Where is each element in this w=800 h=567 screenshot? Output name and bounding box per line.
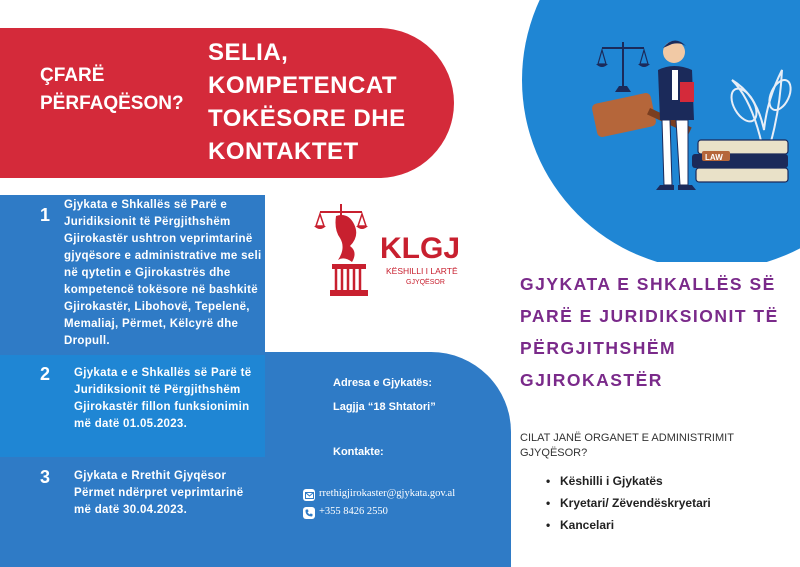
book-label: LAW bbox=[705, 153, 723, 162]
email-icon bbox=[303, 489, 315, 501]
contact-label: Kontakte: bbox=[333, 446, 384, 458]
point-number: 3 bbox=[40, 467, 51, 487]
list-item: • Kryetari/ Zëvendëskryetari bbox=[556, 496, 786, 510]
address-label: Adresa e Gjykatës: bbox=[333, 377, 433, 389]
logo-line2: GJYQËSOR bbox=[406, 279, 445, 286]
list-item: • Kancelari bbox=[556, 518, 786, 532]
point-number: 2 bbox=[40, 364, 51, 384]
header-question: ÇFARË PËRFAQËSON? bbox=[40, 65, 184, 114]
organs-list bbox=[556, 474, 786, 540]
justice-illustration bbox=[512, 0, 800, 262]
phone-icon bbox=[303, 507, 315, 519]
point-text: Gjykata e Shkallës së Parë e Juridiksionit të Përgjithshëm Gjirokastër ushtron veprimtarinë gjyqësore e administrative me seli në qytetin e Gjirokastrës dhe kompetencë tokësore në bashkitë Gjirokastër, Libohovë, Tepelenë, Memaliaj, Përmet, Këlcyrë dhe Dropull. bbox=[64, 199, 262, 347]
logo-line1: KËSHILLI I LARTË bbox=[386, 266, 458, 276]
court-name: GJYKATA E SHKALLËS SË PARË E JURIDIKSIONIT TË PËRGJITHSHËM GJIROKASTËR bbox=[520, 274, 779, 390]
point-text: Gjykata e Rrethit Gjyqësor Përmet ndërpret veprimtarinë më datë 30.04.2023. bbox=[74, 470, 244, 516]
logo-acronym: KLGJ bbox=[380, 232, 461, 265]
point-text: Gjykata e e Shkallës së Parë të Juridiksionit të Përgjithshëm Gjirokastër fillon funksionimin më datë 01.05.2023. bbox=[74, 367, 252, 430]
header-title: SELIA, KOMPETENCAT TOKËSORE DHE KONTAKTET bbox=[208, 39, 406, 165]
klgj-logo bbox=[300, 190, 490, 305]
address-value: Lagjja “18 Shtatori” bbox=[333, 401, 436, 413]
email-link[interactable]: rrethigjirokaster@gjykata.gov.al bbox=[319, 488, 456, 499]
organs-question: CILAT JANË ORGANET E ADMINISTRIMIT GJYQËSOR? bbox=[520, 432, 734, 459]
phone-number[interactable]: +355 8426 2550 bbox=[319, 506, 388, 517]
list-item: • Këshilli i Gjykatës bbox=[556, 474, 786, 488]
point-number: 1 bbox=[40, 205, 51, 225]
